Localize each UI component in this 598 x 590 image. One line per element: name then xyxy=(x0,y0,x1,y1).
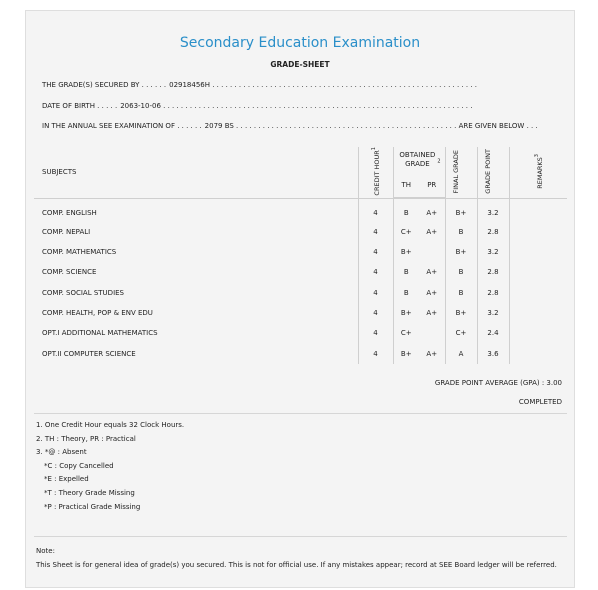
subject-cell: OPT.I ADDITIONAL MATHEMATICS xyxy=(42,329,158,338)
symbol-number-line xyxy=(42,81,477,89)
table-row xyxy=(34,242,567,262)
symbol-number-value: 02918456H . . . . . . . . . . . . . . . . . . . . . . . . . . . . . . . . . . . . . . . . . . . . . . . . . . . . . . . . . . . . xyxy=(169,81,478,89)
credit-hour-cell: 4 xyxy=(358,303,393,323)
exam-label: IN THE ANNUAL SEE EXAMINATION OF . . . . . . xyxy=(42,122,202,130)
credit-hour-cell: 4 xyxy=(358,242,393,262)
legend-item: *T : Theory Grade Missing xyxy=(44,488,135,497)
grade-point-cell: 2.8 xyxy=(477,282,509,302)
page-title: Secondary Education Examination xyxy=(179,35,421,51)
subject-cell: COMP. HEALTH, POP & ENV EDU xyxy=(42,308,153,317)
dob-label: DATE OF BIRTH . . . . . xyxy=(42,102,118,110)
grade-sheet-subtitle: GRADE-SHEET xyxy=(270,60,330,69)
subject-cell: COMP. MATHEMATICS xyxy=(42,248,117,257)
practical-grade-cell: A+ xyxy=(426,349,438,358)
grade-point-cell: 2.8 xyxy=(477,222,509,242)
note-text: This Sheet is for general idea of grade(s) you secured. This is not for official use. If any mistakes appear; record at SEE Board ledger will be referred. xyxy=(36,561,557,569)
theory-grade-cell: B xyxy=(393,282,419,302)
practical-grade-cell: A+ xyxy=(426,208,438,217)
theory-grade-cell: B xyxy=(393,199,419,222)
credit-hour-cell: 4 xyxy=(358,262,393,282)
subject-cell: COMP. NEPALI xyxy=(42,227,91,236)
credit-hour-header: CREDIT HOUR$^1$ xyxy=(358,147,393,198)
remarks-cell xyxy=(509,199,567,222)
practical-grade-cell: A+ xyxy=(426,227,438,236)
dob-value: 2063-10-06 . . . . . . . . . . . . . . . . . . . . . . . . . . . . . . . . . . . . . . . . . . . . . . . . . . . . . . . . . . . . . . . . . . . . . . xyxy=(120,102,473,110)
final-grade-header: FINAL GRADE xyxy=(445,147,477,198)
final-grade-cell: B xyxy=(445,222,477,242)
final-grade-cell: B xyxy=(445,262,477,282)
final-grade-cell: B+ xyxy=(445,199,477,222)
subject-cell: COMP. SOCIAL STUDIES xyxy=(42,288,125,297)
theory-grade-cell: C+ xyxy=(393,222,419,242)
divider xyxy=(34,413,567,414)
symbol-number-label: THE GRADE(S) SECURED BY . . . . . . xyxy=(42,81,167,89)
grade-point-cell: 3.2 xyxy=(477,199,509,222)
final-grade-cell: B xyxy=(445,282,477,302)
grade-point-cell: 3.2 xyxy=(477,242,509,262)
disclaimer-note xyxy=(36,544,561,572)
theory-grade-cell: B+ xyxy=(393,242,419,262)
grade-point-cell: 2.4 xyxy=(477,323,509,343)
exam-line xyxy=(42,122,538,130)
table-row xyxy=(34,282,567,302)
subject-cell: COMP. ENGLISH xyxy=(42,208,97,217)
theory-grade-cell: B+ xyxy=(393,303,419,323)
table-row xyxy=(34,343,567,363)
remarks-cell xyxy=(509,323,567,343)
legend-item: *C : Copy Cancelled xyxy=(44,461,114,470)
credit-hour-cell: 4 xyxy=(358,343,393,363)
credit-hour-cell: 4 xyxy=(358,323,393,343)
credit-hour-cell: 4 xyxy=(358,222,393,242)
subject-cell: COMP. SCIENCE xyxy=(42,268,97,277)
credit-hour-cell: 4 xyxy=(358,199,393,222)
practical-grade-cell: A+ xyxy=(426,268,438,277)
grade-point-cell: 3.6 xyxy=(477,343,509,363)
theory-header: TH xyxy=(393,173,419,197)
remarks-cell xyxy=(509,303,567,323)
table-row xyxy=(34,222,567,242)
divider xyxy=(34,536,567,537)
practical-grade-cell: A+ xyxy=(426,308,438,317)
theory-grade-cell: B+ xyxy=(393,343,419,363)
legend-item: 1. One Credit Hour equals 32 Clock Hours. xyxy=(36,421,185,429)
practical-grade-cell: A+ xyxy=(426,288,438,297)
gpa-summary: GRADE POINT AVERAGE (GPA) : 3.00 xyxy=(434,379,562,387)
final-grade-cell: A xyxy=(445,343,477,363)
theory-grade-cell: C+ xyxy=(393,323,419,343)
note-label: Note: xyxy=(36,547,55,555)
completion-status: COMPLETED xyxy=(518,398,562,406)
practical-header: PR xyxy=(419,173,445,197)
grade-point-cell: 3.2 xyxy=(477,303,509,323)
final-grade-cell: C+ xyxy=(445,323,477,343)
table-row xyxy=(34,303,567,323)
table-row xyxy=(34,323,567,343)
dob-line xyxy=(42,102,472,110)
exam-year-value: 2079 BS . . . . . . . . . . . . . . . . . . . . . . . . . . . . . . . . . . . . . . . . . . . . . . . . . . xyxy=(204,122,457,130)
final-grade-cell: B+ xyxy=(445,242,477,262)
remarks-cell xyxy=(509,343,567,363)
theory-grade-cell: B xyxy=(393,262,419,282)
table-row xyxy=(34,199,567,222)
subject-cell: OPT.II COMPUTER SCIENCE xyxy=(42,349,136,358)
legend-item: *E : Expelled xyxy=(44,475,89,484)
remarks-cell xyxy=(509,262,567,282)
legend-item: *P : Practical Grade Missing xyxy=(44,502,141,511)
credit-hour-cell: 4 xyxy=(358,282,393,302)
grades-table xyxy=(34,147,567,364)
legend-notes xyxy=(36,419,184,514)
practical-grade-cell xyxy=(419,323,445,343)
remarks-cell xyxy=(509,242,567,262)
practical-grade-cell xyxy=(419,242,445,262)
remarks-cell xyxy=(509,222,567,242)
remarks-cell xyxy=(509,282,567,302)
subjects-header: SUBJECTS xyxy=(42,168,77,177)
exam-suffix: ARE GIVEN BELOW . . . xyxy=(458,122,538,130)
obtained-grade-header: OBTAINED GRADE $^2$ xyxy=(393,147,445,173)
grade-sheet xyxy=(25,10,575,588)
grade-point-header: GRADE POINT xyxy=(477,147,509,198)
grade-point-cell: 2.8 xyxy=(477,262,509,282)
final-grade-cell: B+ xyxy=(445,303,477,323)
remarks-header: REMARKS$^3$ xyxy=(509,147,567,198)
table-row xyxy=(34,262,567,282)
legend-item: 3. *@ : Absent xyxy=(36,448,87,457)
legend-item: 2. TH : Theory, PR : Practical xyxy=(36,434,136,443)
